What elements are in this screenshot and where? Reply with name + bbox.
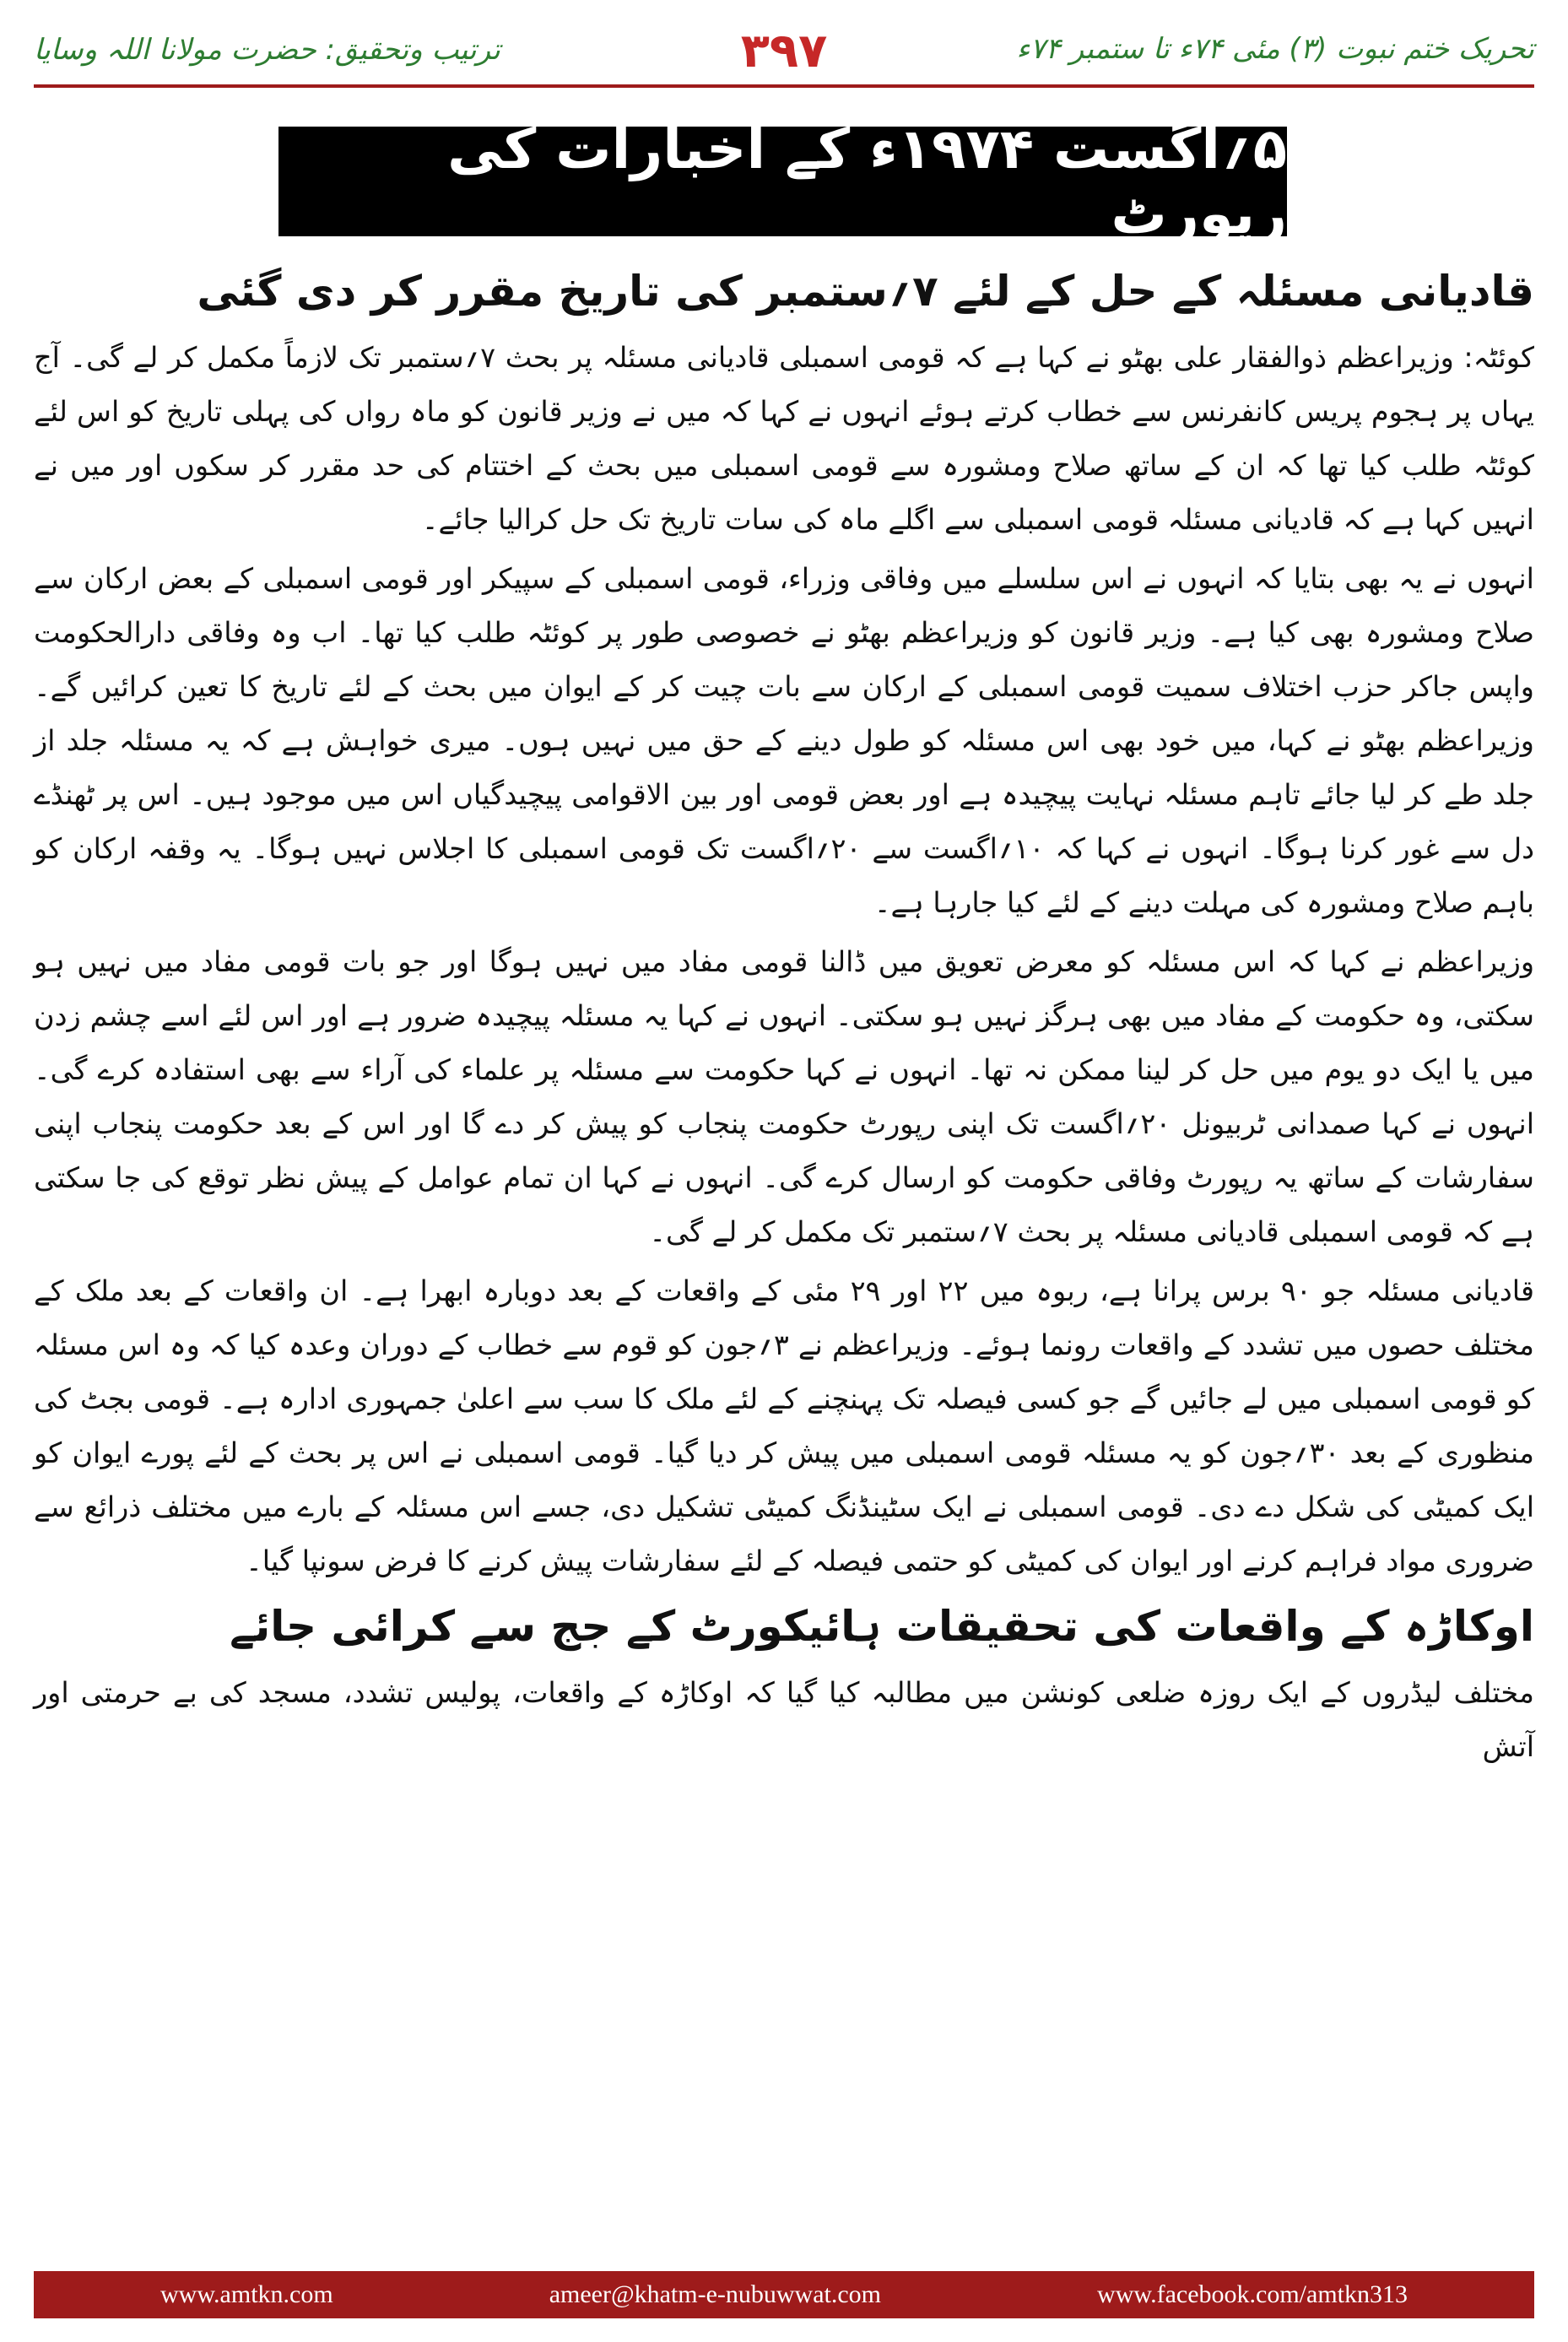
paragraph: وزیراعظم نے کہا کہ اس مسئلہ کو معرض تعویق میں ڈالنا قومی مفاد میں نہیں ہوگا اور جو بات قومی مفاد میں نہیں ہو سکتی، وہ حکومت کے مفاد میں بھی ہرگز نہیں ہو سکتی۔ انہوں نے کہا یہ مسئلہ پیچیدہ ضرور ہے اور اس لئے اسے چشم زدن میں یا ایک دو یوم میں حل کر لینا ممکن نہ تھا۔ انہوں نے کہا حکومت سے مسئلہ پر علماء کی آراء سے بھی استفادہ کرے گی۔ انہوں نے کہا صمدانی ٹربیونل ۲۰؍اگست تک اپنی رپورٹ حکومت پنجاب کو پیش کر دے گا اور اس کے بعد حکومت پنجاب اپنی سفارشات کے ساتھ یہ رپورٹ وفاقی حکومت کو ارسال کرے گی۔ انہوں نے کہا ان تمام عوامل کے پیش نظر توقع کی جا سکتی ہے کہ قومی اسمبلی قادیانی مسئلہ پر بحث ۷؍ستمبر تک مکمل کر لے گی۔ <box>34 945 1535 1248</box>
paragraph: کوئٹہ: وزیراعظم ذوالفقار علی بھٹو نے کہا ہے کہ قومی اسمبلی قادیانی مسئلہ پر بحث ۷؍ستمبر تک لازماً مکمل کر لے گی۔ آج یہاں پر ہجوم پریس کانفرنس سے خطاب کرتے ہوئے انہوں نے کہا کہ میں نے وزیر قانون کو ماہ رواں کی پہلی تاریخ کو اس لئے کوئٹہ طلب کیا تھا کہ ان کے ساتھ صلاح ومشورہ سے قومی اسمبلی میں بحث کے اختتام کی حد مقرر کر سکوں اور میں نے انہیں کہا ہے کہ قادیانی مسئلہ قومی اسمبلی سے اگلے ماہ کی سات تاریخ تک حل کرالیا جائے۔ <box>34 341 1535 536</box>
chapter-banner: ۵؍اگست ۱۹۷۴ء کے اخبارات کی رپورٹ <box>278 127 1287 236</box>
section-heading-2: اوکاڑہ کے واقعات کی تحقیقات ہائیکورٹ کے جج سے کرائی جائے <box>230 1602 1534 1651</box>
book-title: تحریک ختم نبوت (۳) مئی ۷۴ء تا ستمبر ۷۴ء <box>1016 32 1534 66</box>
paragraph: مختلف لیڈروں کے ایک روزہ ضلعی کونشن میں مطالبہ کیا گیا کہ اوکاڑہ کے واقعات، پولیس تشدد، مسجد کی بے حرمتی اور آتش <box>34 1676 1534 1763</box>
header-rule <box>34 84 1534 88</box>
page-header <box>34 24 1534 83</box>
facebook-link[interactable]: www.facebook.com/amtkn313 <box>1097 2280 1408 2308</box>
section-heading-1: قادیانی مسئلہ کے حل کے لئے ۷؍ستمبر کی تاریخ مقرر کر دی گئی <box>197 267 1534 316</box>
paragraph: قادیانی مسئلہ جو ۹۰ برس پرانا ہے، ربوہ میں ۲۲ اور ۲۹ مئی کے واقعات کے بعد دوبارہ ابھرا ہے۔ ان واقعات کے بعد ملک کے مختلف حصوں میں تشدد کے واقعات رونما ہوئے۔ وزیراعظم نے ۳؍جون کو قوم سے خطاب کے دوران وعدہ کیا کہ وہ اس مسئلہ کو قومی اسمبلی میں لے جائیں گے جو کسی فیصلہ تک پہنچنے کے لئے ملک کا سب سے اعلیٰ جمہوری ادارہ ہے۔ قومی بجٹ کی منظوری کے بعد ۳۰؍جون کو یہ مسئلہ قومی اسمبلی میں پیش کر دیا گیا۔ قومی اسمبلی نے اس پر بحث کے لئے پورے ایوان کو ایک کمیٹی کی شکل دے دی۔ قومی اسمبلی نے ایک سٹینڈنگ کمیٹی تشکیل دی، جسے اس مسئلہ کے بارے میں مختلف ذرائع سے ضروری مواد فراہم کرنے اور ایوان کی کمیٹی کو حتمی فیصلہ کے لئے سفارشات پیش کرنے کا فرض سونپا گیا۔ <box>34 1274 1534 1577</box>
compiler-credit: ترتیب وتحقیق: حضرت مولانا اللہ وسایا <box>34 33 500 67</box>
article-body <box>34 253 1534 1779</box>
email-link[interactable]: ameer@khatm-e-nubuwwat.com <box>549 2280 882 2308</box>
page-number: ۳۹۷ <box>740 24 828 78</box>
website-link[interactable]: www.amtkn.com <box>160 2280 333 2308</box>
page-footer <box>34 2271 1534 2318</box>
paragraph: انہوں نے یہ بھی بتایا کہ انہوں نے اس سلسلے میں وفاقی وزراء، قومی اسمبلی کے سپیکر اور قومی اسمبلی کے بعض ارکان سے صلاح ومشورہ بھی کیا ہے۔ وزیر قانون کو وزیراعظم بھٹو نے خصوصی طور پر کوئٹہ طلب کیا تھا۔ اب وہ وفاقی دارالحکومت واپس جاکر حزب اختلاف سمیت قومی اسمبلی کے ارکان سے بات چیت کر کے ایوان میں بحث کے لئے تاریخ کا تعین کرائیں گے۔ وزیراعظم بھٹو نے کہا، میں خود بھی اس مسئلہ کو طول دینے کے حق میں نہیں ہوں۔ میری خواہش ہے کہ یہ مسئلہ جلد از جلد طے کر لیا جائے تاہم مسئلہ نہایت پیچیدہ ہے اور بعض قومی اور بین الاقوامی پیچیدگیاں اس میں موجود ہیں۔ اس پر ٹھنڈے دل سے غور کرنا ہوگا۔ انہوں نے کہا کہ ۱۰؍اگست سے ۲۰؍اگست تک قومی اسمبلی کا اجلاس نہیں ہوگا۔ یہ وقفہ ارکان کو باہم صلاح ومشورہ کی مہلت دینے کے لئے کیا جارہا ہے۔ <box>34 562 1534 919</box>
